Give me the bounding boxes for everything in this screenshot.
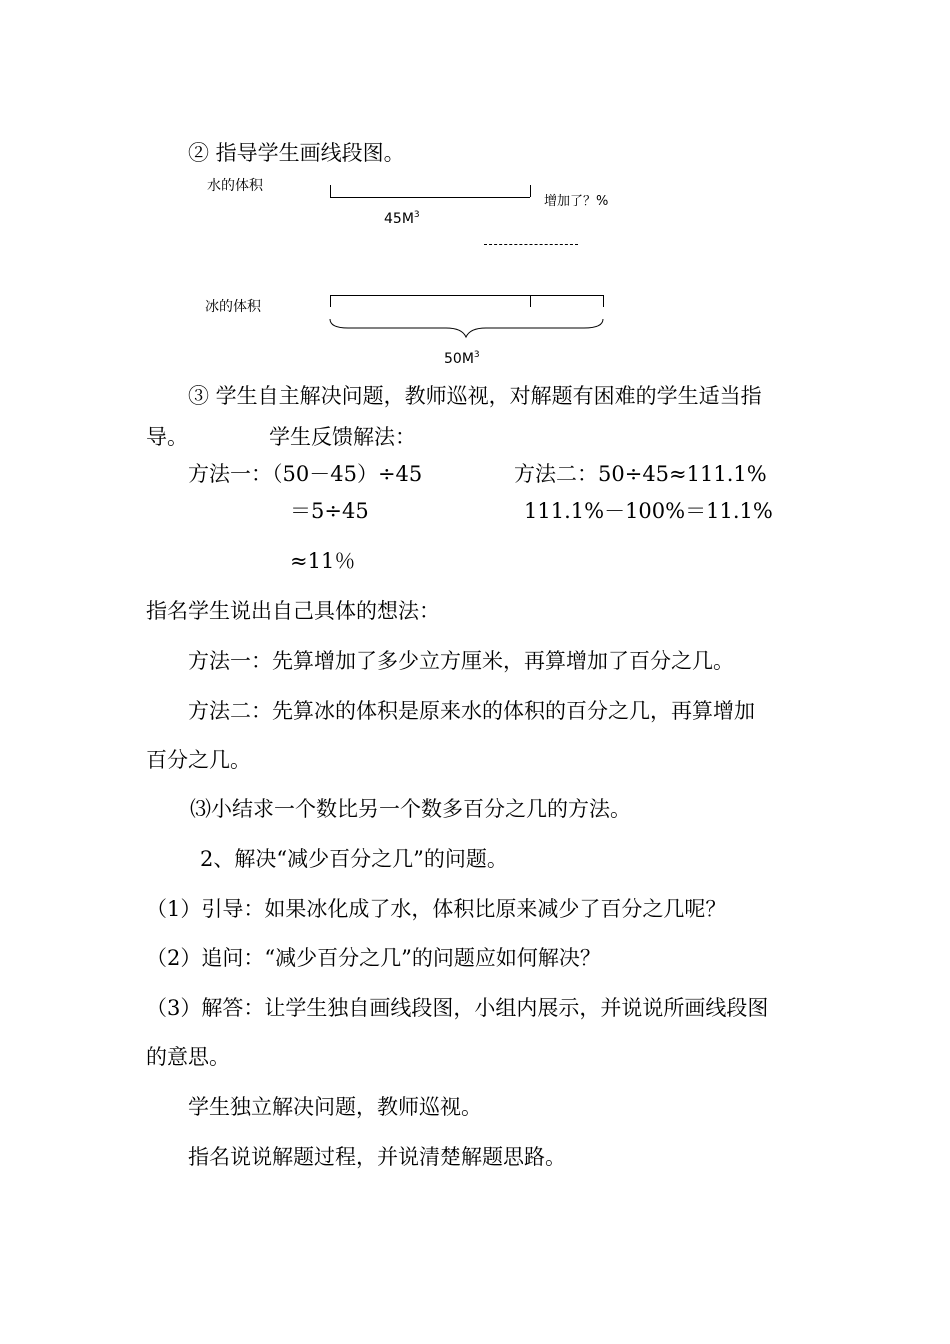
paragraph: 的意思。 — [146, 1045, 230, 1069]
ice-volume-value: $50M^3$ — [444, 350, 480, 367]
water-volume-value: $45M^3$ — [384, 210, 420, 227]
method1-line3: ≈11％ — [290, 549, 356, 573]
paragraph: 指名说说解题过程，并说清楚解题思路。 — [188, 1145, 566, 1169]
paragraph: （3）解答：让学生独自画线段图，小组内展示，并说说所画线段图 — [146, 996, 769, 1020]
water-segment — [330, 197, 530, 198]
paragraph: 百分之几。 — [146, 748, 251, 772]
method1-line1: 方法一：（50－45）÷45 — [188, 462, 423, 486]
paragraph: ⑶小结求一个数比另一个数多百分之几的方法。 — [190, 797, 631, 821]
step3-line2b: 学生反馈解法： — [269, 425, 416, 449]
ice-segment-middle-tick — [530, 295, 531, 307]
step2-heading: ② 指导学生画线段图。 — [188, 141, 405, 165]
ice-volume-brace — [328, 317, 608, 339]
ice-segment-right-tick — [603, 295, 604, 307]
step3-line2a: 导。 — [146, 425, 188, 449]
water-volume-label: 水的体积 — [207, 178, 263, 194]
increase-dashed-line — [484, 244, 578, 245]
water-segment-left-tick — [330, 185, 331, 197]
paragraph: 2、解决“减少百分之几”的问题。 — [200, 847, 508, 871]
method1-line2: ＝5÷45 — [290, 499, 369, 523]
paragraph: （1）引导：如果冰化成了水，体积比原来减少了百分之几呢？ — [146, 897, 727, 921]
paragraph: 学生独立解决问题，教师巡视。 — [188, 1095, 482, 1119]
water-segment-right-tick — [530, 185, 531, 197]
ice-segment-left-tick — [330, 295, 331, 307]
method2-line1: 方法二：50÷45≈111.1% — [514, 462, 767, 486]
ice-volume-label: 冰的体积 — [205, 299, 261, 315]
ice-segment — [330, 295, 603, 296]
method2-line2: 111.1%－100%＝11.1% — [524, 499, 773, 523]
increase-percent-label: 增加了？% — [544, 194, 609, 209]
paragraph: 指名学生说出自己具体的想法： — [146, 599, 440, 623]
step3-line1: ③ 学生自主解决问题，教师巡视，对解题有困难的学生适当指 — [188, 384, 762, 408]
paragraph: 方法二：先算冰的体积是原来水的体积的百分之几，再算增加 — [188, 699, 755, 723]
paragraph: 方法一：先算增加了多少立方厘米，再算增加了百分之几。 — [188, 649, 734, 673]
paragraph: （2）追问：“减少百分之几”的问题应如何解决？ — [146, 946, 601, 970]
